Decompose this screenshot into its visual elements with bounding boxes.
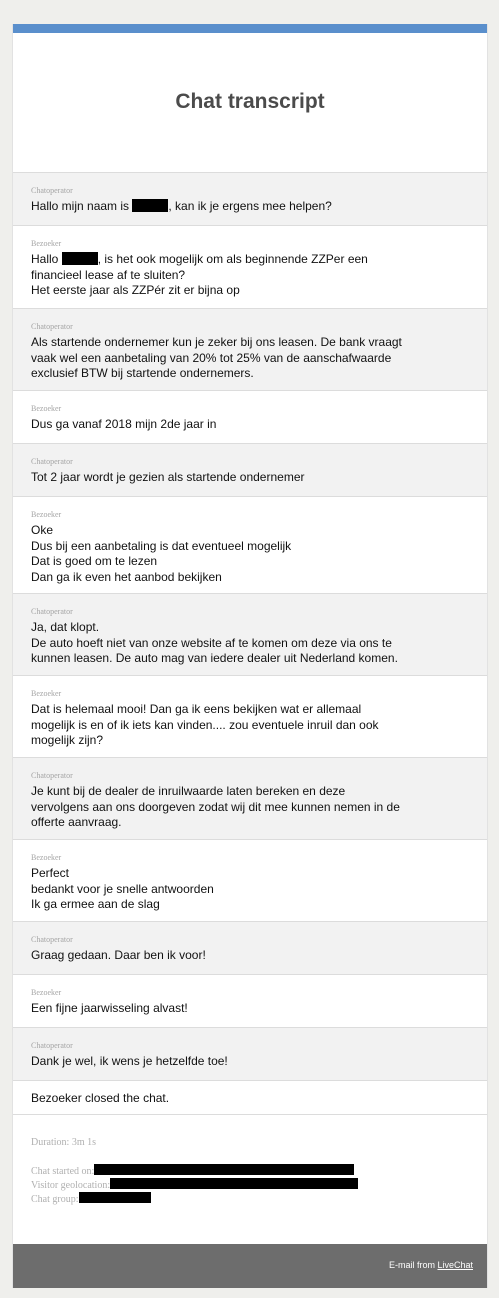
message-text: Dus ga vanaf 2018 mijn 2de jaar in (31, 417, 217, 431)
meta-row (31, 1164, 469, 1178)
message-line (31, 554, 469, 570)
redacted-value (94, 1164, 354, 1175)
operator-message (13, 757, 487, 839)
message-text: Dan ga ik even het aanbod bekijken (31, 569, 222, 584)
message-text: , kan ik je ergens mee helpen? (168, 199, 332, 213)
meta-row (31, 1178, 469, 1192)
message-text: vaak wel een aanbetaling van 20% tot 25% van de aanschafwaarde (31, 350, 392, 365)
message-text: Hallo (31, 252, 62, 266)
message-author: Bezoeker (31, 239, 62, 248)
redacted-value (79, 1192, 151, 1203)
message-line (31, 718, 469, 734)
message-text: offerte aanvraag. (31, 815, 122, 829)
message-line (31, 702, 469, 718)
message-line (31, 620, 469, 636)
accent-bar (13, 24, 487, 33)
redacted-name (62, 252, 98, 265)
message-author: Chatoperator (31, 322, 73, 331)
footer-prefix: E-mail from (388, 1260, 438, 1270)
message-line (31, 784, 469, 800)
operator-message (13, 921, 487, 974)
message-text: Oke (31, 523, 54, 537)
message-line (31, 335, 469, 351)
message-line (31, 1054, 469, 1070)
message-text: Het eerste jaar als ZZPér zit er bijna op (31, 283, 240, 297)
message-text: vervolgens aan ons doorgeven zodat wij dit mee kunnen nemen in de (31, 799, 400, 814)
message-text: Dus bij een aanbetaling is dat eventueel mogelijk (31, 538, 292, 553)
livechat-link[interactable]: LiveChat (437, 1260, 473, 1270)
message-text: mogelijk is en of ik iets kan vinden.... zou eventuele inruil dan ook (31, 717, 379, 732)
message-text: Dat is goed om te lezen (31, 554, 158, 568)
meta-row (31, 1192, 469, 1206)
message-line (31, 882, 469, 898)
message-text: , is het ook mogelijk om als beginnende ZZPer een (97, 252, 368, 266)
operator-message (13, 443, 487, 496)
message-text: exclusief BTW bij startende ondernemers. (31, 366, 254, 380)
redacted-name (132, 199, 168, 212)
message-text: kunnen leasen. De auto mag van iedere dealer uit Nederland komen. (31, 651, 398, 665)
operator-message (13, 593, 487, 675)
message-author: Chatoperator (31, 771, 73, 780)
message-line (31, 636, 469, 652)
visitor-message (13, 974, 487, 1027)
visitor-message (13, 225, 487, 308)
message-line (31, 570, 469, 586)
message-line (31, 897, 469, 913)
operator-message (13, 1027, 487, 1080)
message-text: Als startende ondernemer kun je zeker bij ons leasen. De bank vraagt (31, 335, 402, 349)
message-text: Perfect (31, 866, 70, 880)
message-line (31, 651, 469, 667)
message-text: mogelijk zijn? (31, 733, 104, 747)
message-line (31, 283, 469, 299)
operator-message (13, 172, 487, 225)
message-author: Chatoperator (31, 935, 73, 944)
message-line (31, 268, 469, 284)
message-line (31, 351, 469, 367)
message-author: Bezoeker (31, 988, 62, 997)
visitor-message (13, 675, 487, 757)
email-footer (13, 1244, 487, 1288)
visitor-message (13, 839, 487, 921)
message-line (31, 417, 469, 433)
message-author: Chatoperator (31, 186, 73, 195)
message-line (31, 252, 469, 268)
message-author: Chatoperator (31, 457, 73, 466)
message-text: Hallo mijn naam is (31, 199, 133, 213)
message-text: Graag gedaan. Daar ben ik voor! (31, 948, 206, 962)
message-author: Bezoeker (31, 853, 62, 862)
visitor-message (13, 390, 487, 443)
chat-meta (31, 1137, 469, 1206)
message-list (13, 172, 487, 1115)
message-author: Bezoeker (31, 510, 62, 519)
chat-closed-notice: Bezoeker closed the chat. (13, 1080, 487, 1115)
message-line (31, 948, 469, 964)
message-author: Chatoperator (31, 607, 73, 616)
message-text: Ik ga ermee aan de slag (31, 897, 160, 911)
message-line (31, 866, 469, 882)
message-text: Een fijne jaarwisseling alvast! (31, 1001, 188, 1015)
message-text: Ja, dat klopt. (31, 620, 100, 634)
message-text: Dank je wel, ik wens je hetzelfde toe! (31, 1054, 228, 1068)
chat-duration: Duration: 3m 1s (31, 1137, 96, 1148)
message-author: Bezoeker (31, 404, 62, 413)
message-line (31, 199, 469, 215)
message-text: bedankt voor je snelle antwoorden (31, 881, 214, 896)
message-line (31, 523, 469, 539)
message-line (31, 366, 469, 382)
transcript-sheet (12, 24, 488, 1288)
message-text: Dat is helemaal mooi! Dan ga ik eens bekijken wat er allemaal (31, 702, 362, 716)
meta-label: Chat group: (31, 1194, 79, 1205)
message-author: Bezoeker (31, 689, 62, 698)
message-line (31, 470, 469, 486)
message-line (31, 733, 469, 749)
visitor-message (13, 496, 487, 593)
operator-message (13, 308, 487, 390)
page-title: Chat transcript (175, 90, 325, 113)
message-line (31, 1001, 469, 1017)
meta-label: Visitor geolocation: (31, 1180, 111, 1191)
message-line (31, 539, 469, 555)
message-text: Tot 2 jaar wordt je gezien als startende ondernemer (31, 470, 305, 484)
message-text: De auto hoeft niet van onze website af te komen om deze via ons te (31, 635, 392, 650)
message-line (31, 815, 469, 831)
message-text: Je kunt bij de dealer de inruilwaarde laten bereken en deze (31, 784, 346, 798)
meta-label: Chat started on: (31, 1166, 95, 1177)
message-author: Chatoperator (31, 1041, 73, 1050)
message-text: financieel lease af te sluiten? (31, 267, 186, 282)
redacted-value (110, 1178, 358, 1189)
message-line (31, 800, 469, 816)
